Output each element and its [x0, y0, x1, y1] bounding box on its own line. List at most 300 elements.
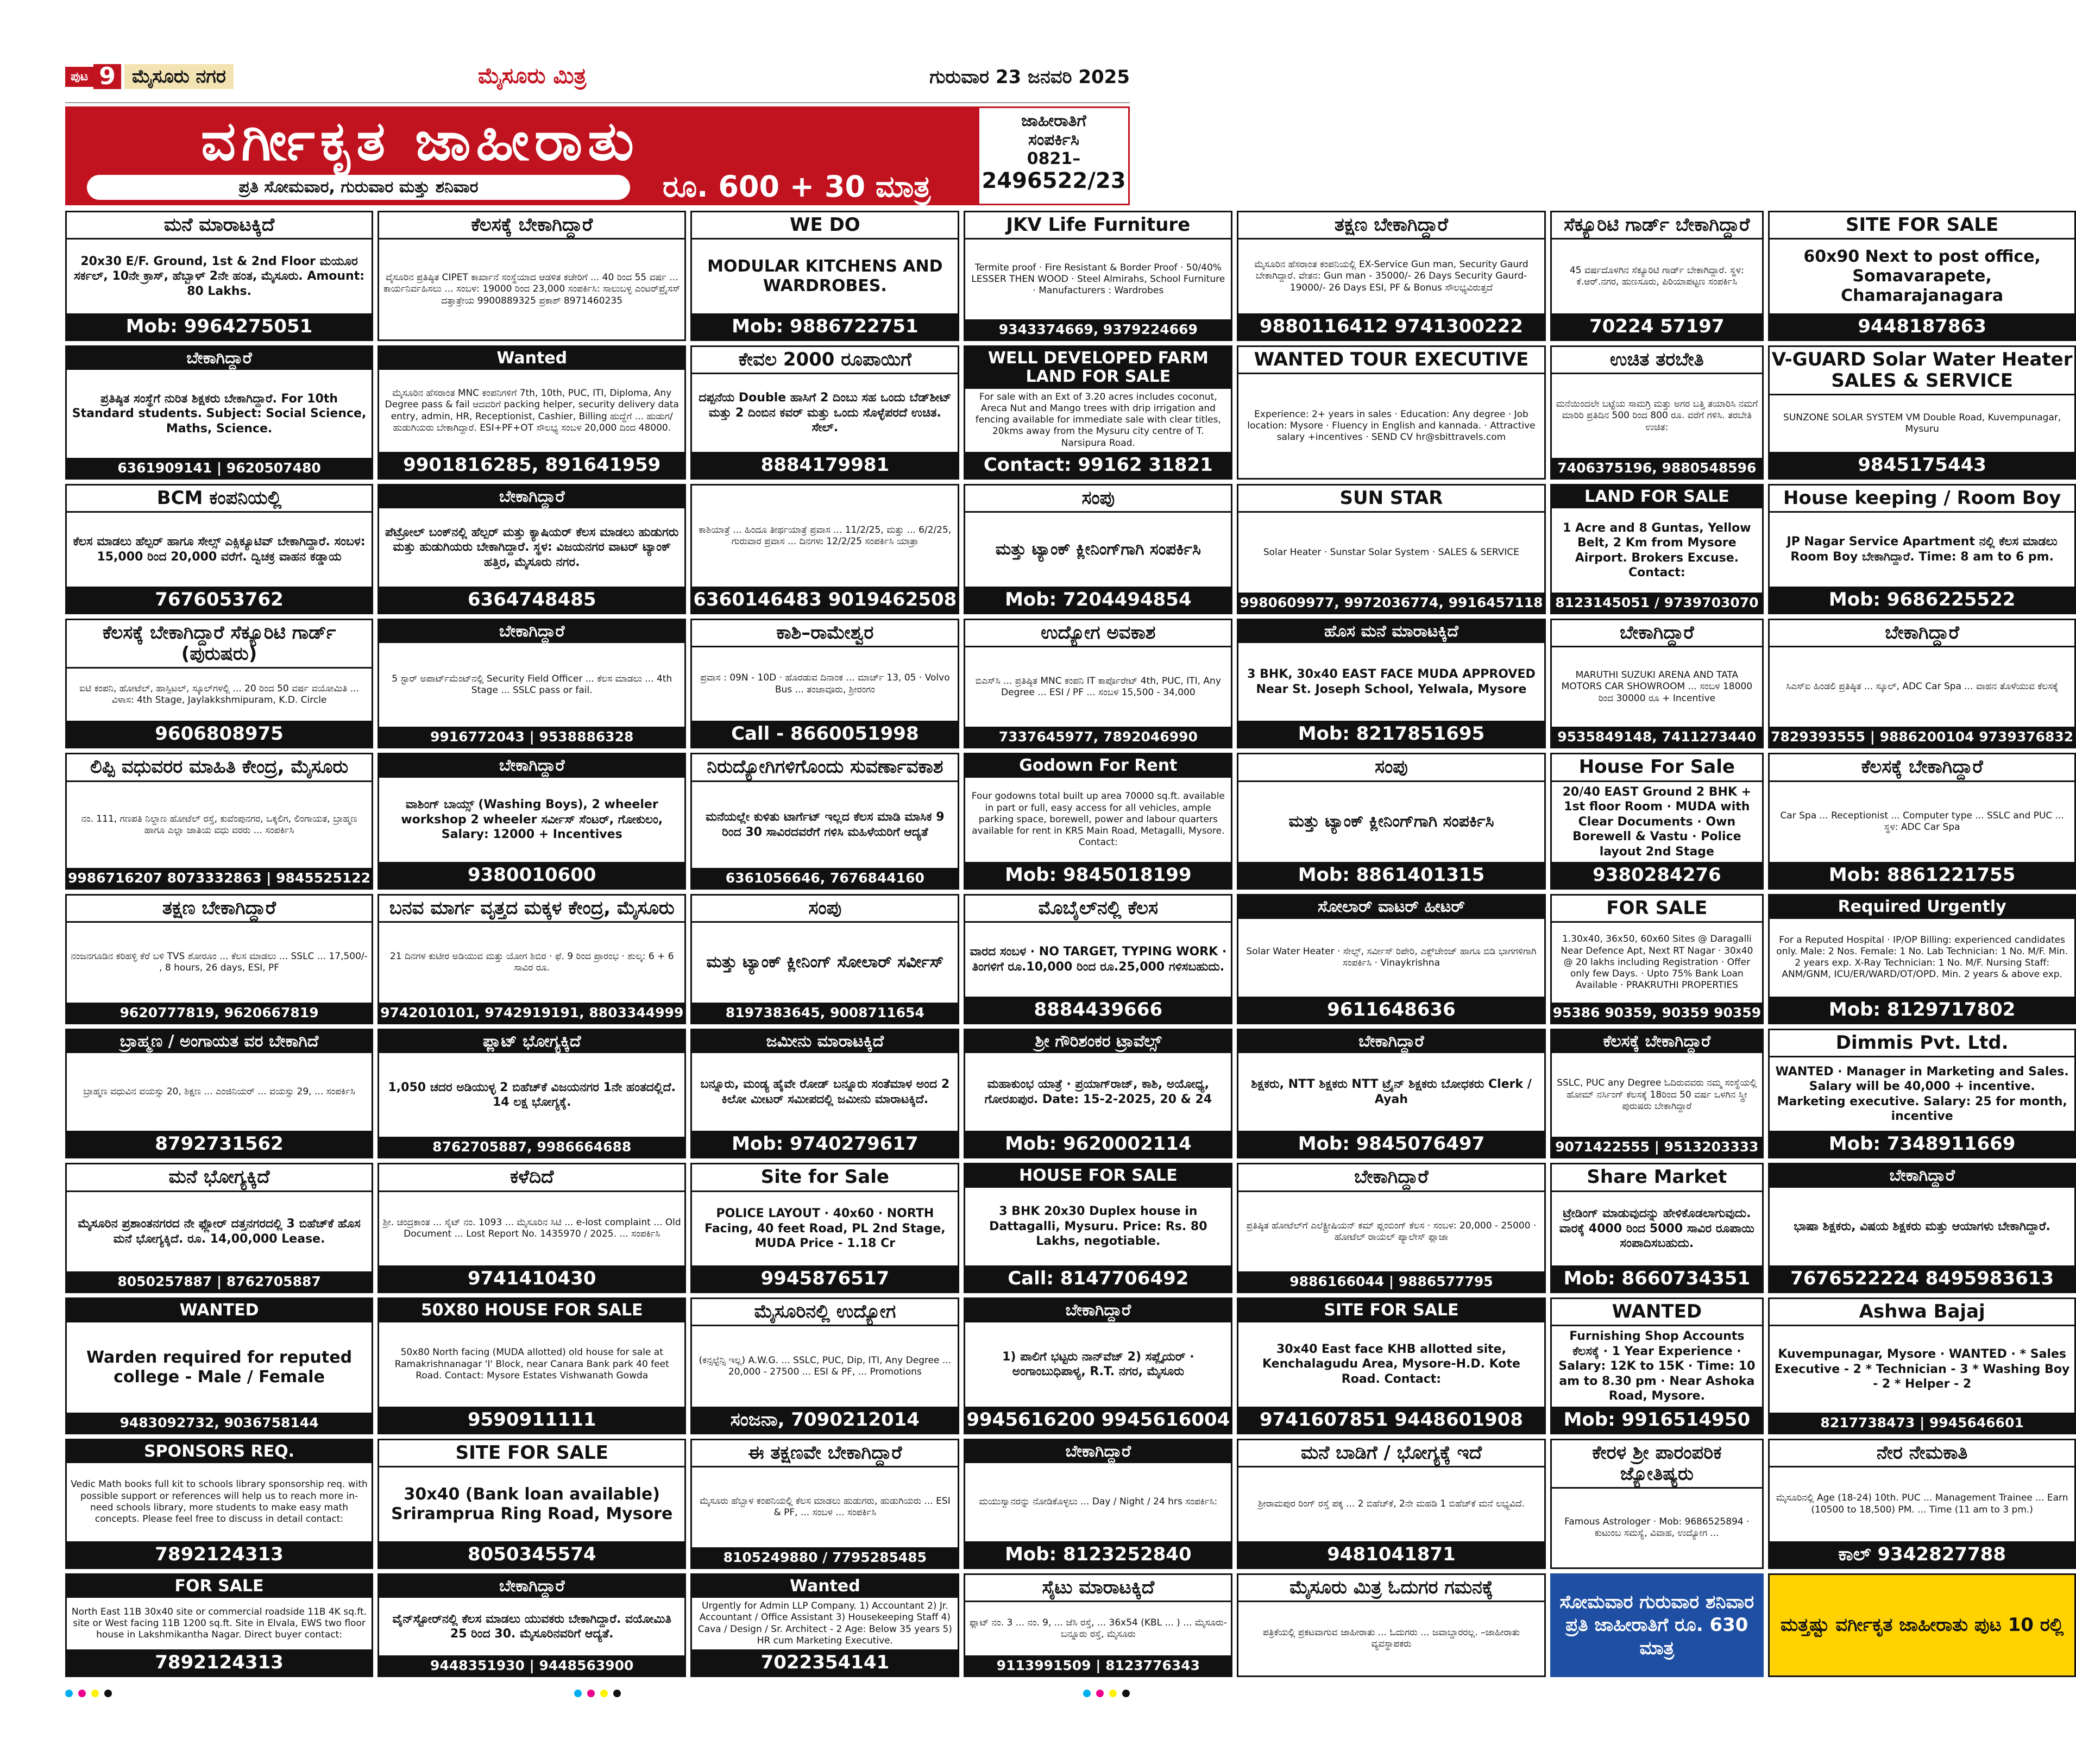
newspaper-page	[65, 60, 2074, 1711]
ad-phone: 9611648636	[1238, 997, 1544, 1023]
ad-body: SUNZONE SOLAR SYSTEM VM Double Road, Kuvempunagar, Mysuru	[1783, 412, 2061, 434]
ad-body: 30x40 (Bank loan available) Sriramprua Ring Road, Mysore	[391, 1484, 673, 1523]
page-footer	[65, 1683, 1130, 1704]
ad-heading: ಬೇಕಾಗಿದ್ದಾರೆ	[379, 1575, 684, 1598]
ad-body: ಶ್ರೀರಾಮಪುರ ರಿಂಗ್ ರಸ್ತೆ ಪಕ್ಕ ... 2 ಬಿಹೆಚ್‌ಕೆ, 2ನೇ ಮಹಡಿ 1 ಬಿಹೆಚ್‌ಕೆ ಮನೆ ಲಭ್ಯವಿದೆ.	[1257, 1498, 1525, 1510]
classified-ad	[964, 1163, 1232, 1293]
ad-heading: ಕೆಲಸಕ್ಕೆ ಬೇಕಾಗಿದ್ದಾರೆ	[379, 212, 684, 240]
ad-body: For sale with an Ext of 3.20 acres includes coconut, Areca Nut and Mango trees with drip irrigation and fencing available for immediate sale with clear titles, 20kms away from the Mysuru city centre of T. Narsipura Road.	[975, 391, 1221, 449]
ad-phone: Mob: 9845076497	[1238, 1131, 1544, 1157]
classified-ad	[1768, 1573, 2076, 1678]
classified-ad	[65, 1297, 373, 1434]
classified-ad	[1768, 894, 2076, 1024]
ad-body: ಮೈಸೂರು ಹೆಬ್ಬಾಳ ಕಂಪನಿಯಲ್ಲಿ ಕೆಲಸ ಮಾಡಲು ಹುಡುಗರು, ಹುಡುಗಿಯರು ... ESI & PF, ... ಸಂಬಳ ... ಸಂಪರ್ಕಿಸಿ	[700, 1495, 951, 1519]
classified-ad	[690, 1297, 959, 1434]
ad-phone: 7676053762	[67, 587, 372, 613]
ad-body: ವಾರದ ಸಂಬಳ · NO TARGET, TYPING WORK · ತಿಂಗಳಿಗೆ ರೂ.10,000 ರಿಂದ ರೂ.25,000 ಗಳಿಸಬಹುದು.	[970, 945, 1227, 974]
classified-ad	[378, 1297, 686, 1434]
classified-ad	[65, 894, 373, 1024]
ad-phone: 9590911111	[379, 1407, 684, 1433]
ad-body: Experience: 2+ years in sales · Education: Any degree · Job location: Mysore · Fluency in English and kannada. · Attractive salary +incentives · SEND CV hr@sbittravels.com	[1247, 408, 1536, 443]
classifieds-banner	[65, 106, 1130, 205]
classified-ad	[65, 1029, 373, 1159]
classified-ad	[1237, 484, 1545, 614]
ad-heading: ತಕ್ಷಣ ಬೇಕಾಗಿದ್ದಾರೆ	[1238, 212, 1544, 240]
ad-body: Furnishing Shop Accounts ಕೆಲಸಕ್ಕೆ · 1 Year Experience · Salary: 12K to 15K · Time: 10 am to 8.30 pm · Near Ashoka Road, Mysore.	[1558, 1330, 1756, 1403]
ad-phone: Mob: 8123252840	[965, 1541, 1231, 1567]
ad-heading: ಫ್ಲಾಟ್ ಭೋಗ್ಯಕ್ಕಿದೆ	[379, 1030, 684, 1054]
ad-body: For a Reputed Hospital · IP/OP Billing: experienced candidates only. Male: 2 Nos. Female: 1 No. Lab Technician: 1 No. M/F. Min. 2 years exp. X-Ray Technician: 1 No. M/F. Nursing Staff: ANM/GNM, ICU/ER/WARD/OT/OPD. Min. 2 years & above exp.	[1776, 934, 2068, 980]
ad-heading: Ashwa Bajaj	[1770, 1299, 2074, 1326]
ad-body: 3 BHK 20x30 Duplex house in Dattagalli, Mysuru. Price: Rs. 80 Lakhs, negotiable.	[989, 1205, 1207, 1249]
ad-heading: ಸೋಲಾರ್ ವಾಟರ್ ಹೀಟರ್	[1238, 896, 1544, 919]
ad-phone: 9845175443	[1770, 452, 2074, 478]
ad-heading: ಬೇಕಾಗಿದ್ದಾರೆ	[965, 1299, 1231, 1322]
classified-ad	[964, 894, 1232, 1024]
classified-ad	[964, 1029, 1232, 1159]
classified-ad	[65, 211, 373, 341]
ad-body: ಬನ್ನೂರು, ಮಂಡ್ಯ ಹೈವೇ ರೋಡ್ ಬನ್ನೂರು ಸಂತೆಮಾಳ ಅಂದ 2 ಕಿಲೋ ಮೀಟರ್ ಸಮೀಪದಲ್ಲಿ ಜಮೀನು ಮಾರಾಟಕ್ಕಿದೆ.	[700, 1078, 950, 1106]
ad-heading: 50X80 HOUSE FOR SALE	[379, 1299, 684, 1322]
classified-ad	[65, 619, 373, 749]
ad-body: ಮೈಸೂರಿನ ಹೆಸರಾಂತ MNC ಕಂಪನಿಗಳಿಗೆ 7th, 10th, PUC, ITI, Diploma, Any Degree pass & fail ಆದವರಿಗೆ packing helper, security delivery data entry, admin, HR, Receptionist, Cashier, Billing ಹುದ್ದೆಗೆ ... ಹುಡುಗ/ಹುಡುಗಿಯರು ಬೇಕಾಗಿದ್ದಾರೆ. ESI+PF+OT ಸೌಲಭ್ಯ ಸಂಬಳ 20,000 ದಿಂದ 48000.	[385, 388, 679, 433]
ad-body: ಫ್ಲಾಟ್ ನಂ. 3 ... ನಂ. 9, ... ಜೆಸಿ ರಸ್ತೆ, ... 36x54 (KBL ... ) ... ಮೈಸೂರು-ಬನ್ನೂರು ರಸ್ತೆ, ಮೈಸೂರು	[969, 1617, 1227, 1640]
classified-ad	[1550, 1573, 1764, 1678]
ad-body: 21 ದಿನಗಳ ಕುಟೀರ ಅಡಿಯುವ ಮತ್ತು ಯೋಗ ಶಿಬಿರ · ಫೆ. 9 ರಿಂದ ಪ್ರಾರಂಭ · ಶುಲ್ಕ: 6 + 6 ಸಾವಿರ ರೂ.	[389, 951, 674, 974]
classified-ad	[65, 484, 373, 614]
classified-ad	[1237, 211, 1545, 341]
ad-heading: ಉಚಿತ ತರಬೇತಿ	[1552, 347, 1763, 374]
ad-phone: 9535849148, 7411273440	[1552, 727, 1763, 747]
ad-body: ವಾಶಿಂಗ್ ಬಾಯ್ಸ್ (Washing Boys), 2 wheeler workshop 2 wheeler ಸರ್ವೀಸ್ ಸೆಂಟರ್, ಗೋಕುಲಂ, Salary: 12000 + Incentives	[401, 798, 663, 842]
ad-phone: 6361909141 | 9620507480	[67, 458, 372, 478]
ad-body: ಶ್ರೀ. ಚಂದ್ರಕಾಂತ ... ಸೈಟ್ ನಂ. 1093 ... ಮೈಸೂರಿನ ಸಿಟಿ ... e-lost complaint ... Old Document ... Lost Report No. 1435970 / 2025. ... ಸಂಪರ್ಕಿಸಿ	[382, 1217, 681, 1240]
ad-heading: WANTED	[1552, 1299, 1763, 1326]
classified-ad	[1237, 1573, 1545, 1678]
ad-heading: Wanted	[379, 347, 684, 370]
classified-ad	[65, 345, 373, 480]
ad-heading: ಬ್ರಾಹ್ಮಣ / ಅಂಗಾಯತ ವರ ಬೇಕಾಗಿದೆ	[67, 1030, 372, 1054]
classified-ad	[65, 753, 373, 890]
ad-body: ಮೈಸೂರಿನ ಪ್ರಶಾಂತನಗರದ ನೇ ಫ್ಲೋರ್ ದತ್ತನಗರದಲ್ಲಿ 3 ಬಿಹೆಚ್‌ಕೆ ಹೊಸ ಮನೆ ಭೋಗ್ಯಕ್ಕಿದೆ. ರೂ. 14,00,000 Lease.	[78, 1217, 361, 1246]
classified-ad	[1237, 619, 1545, 749]
section-name: ಮೈಸೂರು ನಗರ	[124, 64, 234, 89]
classified-ad	[1237, 1163, 1545, 1293]
ad-body: ಮೈಸೂರಿನ ಹೆಸರಾಂತ ಕಂಪನಿಯಲ್ಲಿ EX-Service Gun man, Security Gaurd ಬೇಕಾಗಿದ್ದಾರೆ. ವೇತನ: Gun man - 35000/- 26 Days Security Gaurd-19000/- 26 Days ESI, PF & Bonus ಸೌಲಭ್ಯವಿರುತ್ತದೆ	[1254, 259, 1528, 293]
ad-heading: ಸಂಪು	[692, 896, 958, 923]
ad-heading: FOR SALE	[1552, 896, 1763, 923]
ad-heading: ಬೇಕಾಗಿದ್ದಾರೆ	[379, 486, 684, 509]
ad-heading: WANTED TOUR EXECUTIVE	[1238, 347, 1544, 374]
ad-phone: 8050345574	[379, 1541, 684, 1567]
ad-heading: ಸಂಪು	[965, 486, 1231, 513]
ad-body: ಮತ್ತಷ್ಟು ವರ್ಗೀಕೃತ ಜಾಹೀರಾತು ಪುಟ 10 ರಲ್ಲಿ	[1780, 1614, 2064, 1636]
ad-phone: 9113991509 | 8123776343	[965, 1655, 1231, 1675]
ad-phone: 8123145051 / 9739703070	[1552, 593, 1763, 613]
classified-ad	[1237, 1297, 1545, 1434]
ad-phone: 95386 90359, 90359 90359	[1552, 1003, 1763, 1023]
ad-body: Warden required for reputed college - Male / Female	[86, 1347, 353, 1387]
ad-body: MODULAR KITCHENS AND WARDROBES.	[707, 256, 943, 295]
ad-phone: 7829393555 | 9886200104 9739376832	[1770, 727, 2074, 747]
ad-body: ಪತ್ರಿಕೆಯಲ್ಲಿ ಪ್ರಕಟವಾಗುವ ಜಾಹೀರಾತು ... ಓದುಗರು ... ಜವಾಬ್ದಾರರಲ್ಲ. –ಜಾಹೀರಾತು ವ್ಯವಸ್ಥಾಪಕರು	[1262, 1627, 1520, 1650]
classified-ad	[690, 894, 959, 1024]
classified-ad	[1550, 753, 1764, 890]
contact-phone: 2496522/23	[982, 168, 1126, 193]
ad-body: ಮೈಸೂರಿನಲ್ಲಿ Age (18-24) 10th. PUC ... Management Trainee ... Earn (10500 to 18,500) PM. ... Time (11 am to 3 pm.)	[1776, 1492, 2068, 1515]
ad-heading: WE DO	[692, 212, 958, 240]
classified-ad	[690, 1439, 959, 1569]
ad-phone: 9945876517	[692, 1265, 958, 1292]
ad-body: ಮತ್ತು ಟ್ಯಾಂಕ್ ಕ್ಲೀನಿಂಗ್‌ಗಾಗಿ ಸಂಪರ್ಕಿಸಿ	[995, 539, 1201, 559]
ad-heading: SITE FOR SALE	[379, 1440, 684, 1467]
ad-phone: 7676522224 8495983613	[1770, 1265, 2074, 1292]
classified-ad	[1237, 1439, 1545, 1569]
ad-phone: 8050257887 | 8762705887	[67, 1271, 372, 1292]
ad-body: 5 ಸ್ಟಾರ್ ಅಪಾರ್ಟ್‌ಮೆಂಟ್‌ನಲ್ಲಿ Security Field Officer ... ಕೆಲಸ ಮಾಡಲು ... 4th Stage ... SSLC pass or fail.	[392, 673, 672, 696]
ad-heading: ಬೇಕಾಗಿದ್ದಾರೆ	[379, 620, 684, 644]
ad-body: ಪ್ರತಿಷ್ಠಿತ ಹೋಟೆಲ್‌ಗೆ ಎಲೆಕ್ಟ್ರೀಷಿಯನ್ ಕಮ್ ಪ್ಲಂಬಿಂಗ್ ಕೆಲಸ · ಸಂಬಳ: 20,000 - 25000 · ಹೋಟೆಲ್ ರಾಯಲ್ ಪ್ಯಾಲೇಸ್ ಪ್ಲಾಜಾ	[1246, 1220, 1537, 1243]
ad-body: ಪ್ರವಾಸ : 09N - 10D · ಹೊರಡುವ ದಿನಾಂಕ ... ಮಾರ್ಚ್ 13, 05 · Volvo Bus ... ತಂಜಾವೂರು, ಶ್ರೀರಂಗಂ	[700, 672, 950, 695]
ad-heading: Wanted	[692, 1575, 958, 1598]
ad-phone: 8197383645, 9008711654	[692, 1003, 958, 1023]
ad-body: ಭಾಷಾ ಶಿಕ್ಷಕರು, ವಿಷಯ ಶಿಕ್ಷಕರು ಮತ್ತು ಆಯಾಗಳು ಬೇಕಾಗಿದ್ದಾರೆ.	[1794, 1219, 2050, 1233]
ad-body: Termite proof · Fire Resistant & Border Proof · 50/40% LESSER THEN WOOD · Steel Almirahs, School Furniture · Manufacturers : Wardrobes	[971, 262, 1225, 297]
classified-ad	[690, 484, 959, 614]
ad-body: 1 Acre and 8 Guntas, Yellow Belt, 2 Km from Mysore Airport. Brokers Excuse. Contact:	[1563, 521, 1751, 580]
ad-heading: ಸೈಟು ಮಾರಾಟಕ್ಕಿದೆ	[965, 1575, 1231, 1602]
ad-heading: SITE FOR SALE	[1770, 212, 2074, 240]
classified-ad	[964, 753, 1232, 890]
classified-ad	[690, 1029, 959, 1159]
ad-body: ಮನೆಯಲ್ಲೇ ಕುಳಿತು ಟಾರ್ಗೆಟ್ ಇಲ್ಲದ ಕೆಲಸ ಮಾಡಿ ಮಾಸಿಕ 9 ರಿಂದ 30 ಸಾವಿರದವರೆಗೆ ಗಳಿಸಿ ಮಹಿಳೆಯರಿಗೆ ಆದ್ಯತೆ	[706, 810, 945, 839]
ad-phone: 8762705887, 9986664688	[379, 1137, 684, 1157]
ad-phone: 9880116412 9741300222	[1238, 313, 1544, 339]
ad-body: 20/40 EAST Ground 2 BHK + 1st floor Room · MUDA with Clear Documents · Own Borewell & Vastu · Police layout 2nd Stage	[1562, 785, 1752, 859]
classified-ad	[1768, 1163, 2076, 1293]
ad-heading: ಶ್ರೀ ಗೌರಿಶಂಕರ ಟ್ರಾವೆಲ್ಸ್	[965, 1030, 1231, 1054]
ad-body: Four godowns total built up area 70000 sq.ft. available in part or full, easy access for all vehicles, ample parking space, borewell, power and labour quarters available for rent in KRS Main Road, Metagalli, Mysore. Contact:	[971, 791, 1225, 848]
ad-heading: House keeping / Room Boy	[1770, 486, 2074, 513]
classified-ad	[690, 619, 959, 749]
classified-ad	[378, 1573, 686, 1678]
ad-heading: ಉದ್ಯೋಗ ಅವಕಾಶ	[965, 620, 1231, 647]
ad-phone: 9620777819, 9620667819	[67, 1003, 372, 1023]
ad-phone: Mob: 9886722751	[692, 313, 958, 339]
ad-phone: ಕಾಲ್ 9342827788	[1770, 1541, 2074, 1567]
ad-heading: ಬೇಕಾಗಿದ್ದಾರೆ	[965, 1440, 1231, 1464]
ad-heading: SITE FOR SALE	[1238, 1299, 1544, 1322]
classified-ad	[690, 753, 959, 890]
ad-phone: 6361056646, 7676844160	[692, 868, 958, 888]
ad-phone: 9741410430	[379, 1265, 684, 1292]
classified-ad	[964, 1573, 1232, 1678]
ad-body: Solar Heater · Sunstar Solar System · SALES & SERVICE	[1263, 546, 1520, 558]
ad-heading: ಬೇಕಾಗಿದ್ದಾರೆ	[1770, 1164, 2074, 1188]
classified-ad	[65, 1573, 373, 1678]
ad-phone: 9742010101, 9742919191, 8803344999	[379, 1003, 684, 1023]
ad-phone: Mob: 9916514950	[1552, 1407, 1763, 1433]
ad-heading: BCM ಕಂಪನಿಯಲ್ಲಿ	[67, 486, 372, 513]
ad-body: North East 11B 30x40 site or commercial roadside 11B 4K sq.ft. site or West facing 11B 1200 sq.ft. Site in Elvala, EWS two floor house in Lakshmikantha Nagar. Direct buyer contact:	[71, 1606, 367, 1641]
ad-phone: Mob: 8861221755	[1770, 862, 2074, 888]
classified-ad	[378, 484, 686, 614]
ad-heading: FOR SALE	[67, 1575, 372, 1598]
ad-phone: 9380010600	[379, 862, 684, 888]
contact-box	[978, 106, 1130, 205]
page-label: ಪುಟ	[65, 67, 93, 87]
masthead-logo: ಮೈಸೂರು ಮಿತ್ರ	[478, 63, 587, 89]
ad-phone: 7022354141	[692, 1649, 958, 1675]
ad-heading: Site for Sale	[692, 1164, 958, 1192]
classified-ad	[1237, 345, 1545, 480]
ad-body: POLICE LAYOUT · 40x60 · NORTH Facing, 40 feet Road, PL 2nd Stage, MUDA Price - 1.18 Cr	[704, 1207, 946, 1251]
classified-ad	[964, 211, 1232, 341]
ad-phone: 9945616200 9945616004	[965, 1407, 1231, 1433]
ad-phone: 7337645977, 7892046990	[965, 727, 1231, 747]
ad-heading: V-GUARD Solar Water Heater SALES & SERVICE	[1770, 347, 2074, 395]
ad-body: ಮತ್ತು ಟ್ಯಾಂಕ್ ಕ್ಲೀನಿಂಗ್ ಸೋಲಾರ್ ಸರ್ವೀಸ್	[706, 953, 944, 972]
ad-body: ದಪ್ಪನೆಯ Double ಹಾಸಿಗೆ 2 ದಿಂಬು ಸಹ ಒಂದು ಬೆಡ್‌ಶೀಟ್ ಮತ್ತು 2 ದಿಂಬಿನ ಕವರ್ ಮತ್ತು ಒಂದು ಸೊಳ್ಳೆಪರದೆ ಉಚಿತ. ಸೇಲ್.	[699, 391, 952, 435]
classified-ad	[1550, 211, 1764, 341]
ad-heading: ಮೈಸೂರಿನಲ್ಲಿ ಉದ್ಯೋಗ	[692, 1299, 958, 1326]
ad-phone: Mob: 9740279617	[692, 1131, 958, 1157]
color-registration-marks	[65, 1690, 112, 1697]
classified-ad	[964, 1297, 1232, 1434]
ad-body: SSLC, PUC any Degree ಓದಿರುವವರು ನಮ್ಮ ಸಂಸ್ಥೆಯಲ್ಲಿ ಹೋಮ್ ನರ್ಸಿಂಗ್ ಕೆಲಸಕ್ಕೆ 18ರಿಂದ 50 ವರ್ಷ ಒಳಗಿನ ಸ್ತ್ರೀ ಪುರುಷರು ಬೇಕಾಗಿದ್ದಾರೆ	[1557, 1078, 1757, 1112]
ad-body: ನಂಜನಗೂಡಿನ ಕರಿಹಳ್ಳಿ ಕೆರೆ ಬಳಿ TVS ಶೋರೂಂ ... ಕೆಲಸ ಮಾಡಲು ... SSLC ... 17,500/- , 8 hours, 26 days, ESI, PF	[71, 951, 368, 974]
ad-body: ಕೆಲಸ ಮಾಡಲು ಹೆಲ್ಪರ್ ಹಾಗೂ ಸೇಲ್ಸ್ ಎಕ್ಸಿಕ್ಯೂಟಿವ್ ಬೇಕಾಗಿದ್ದಾರೆ. ಸಂಬಳ: 15,000 ರಿಂದ 20,000 ವರೆಗೆ. ದ್ವಿಚಕ್ರ ವಾಹನ ಕಡ್ಡಾಯ	[73, 535, 366, 564]
ad-body: ಪ್ರತಿಷ್ಠಿತ ಸಂಸ್ಥೆಗೆ ನುರಿತ ಶಿಕ್ಷಕರು ಬೇಕಾಗಿದ್ದಾರೆ. For 10th Standard students. Subject: Social Science, Maths, Science.	[72, 392, 367, 436]
classified-ad	[964, 619, 1232, 749]
page-header	[65, 60, 1130, 103]
ad-body: ಮನೆಯಿಂದಲೇ ಬಟ್ಟೆಯ ಸಾಮಗ್ರಿ ಮತ್ತು ಅಗರ ಬತ್ತಿ ತಯಾರಿಸಿ ನಮಗೆ ಮಾರಿರಿ ಪ್ರತಿದಿನ 500 ರಿಂದ 800 ರೂ. ವರೆಗೆ ಗಳಿಸಿ. ತರಬೇತಿ ಉಚಿತ:	[1556, 399, 1758, 433]
ad-heading: ಕೇರಳ ಶ್ರೀ ಪಾರಂಪರಿಕ ಜ್ಯೋತಿಷ್ಯರು	[1552, 1440, 1763, 1489]
ad-body: MARUTHI SUZUKI ARENA AND TATA MOTORS CAR SHOWROOM ... ಸಂಬಳ 18000 ರಿಂದ 30000 ರೂ + Incentive	[1561, 670, 1753, 704]
ad-heading: Required Urgently	[1770, 896, 2074, 919]
ad-body: 20x30 E/F. Ground, 1st & 2nd Floor ಮಯೂರ ಸರ್ಕಲ್, 10ನೇ ಕ್ರಾಸ್, ಹೆಬ್ಬಾಳ್ 2ನೇ ಹಂತ, ಮೈಸೂರು. Amount: 80 Lakhs.	[74, 254, 365, 298]
ad-body: ವೈನ್‌ಸ್ಟೋರ್‌ನಲ್ಲಿ ಕೆಲಸ ಮಾಡಲು ಯುವಕರು ಬೇಕಾಗಿದ್ದಾರೆ. ವಯೋಮಿತಿ 25 ರಿಂದ 30. ಮೈಸೂರಿನವರಿಗೆ ಆದ್ಯತೆ.	[392, 1612, 671, 1641]
ad-body: Urgently for Admin LLP Company. 1) Accountant 2) Jr. Accountant / Office Assistant 3) Housekeeping Staff 4) Cava / Design / Sr. Architect - 2 Age: Below 35 years 5) HR cum Marketing Executive.	[697, 1601, 952, 1646]
ad-body: Vedic Math books full kit to schools library sponsorship req. with possible support or references will help us to reach more in-need schools library, more students to make easy math concepts. Please feel free to discuss in detail contact:	[71, 1479, 368, 1525]
ad-phone: 9916772043 | 9538886328	[379, 727, 684, 747]
ad-body: WANTED · Manager in Marketing and Sales. Salary will be 40,000 + incentive. Marketing executive. Salary: 25 for month, incentive	[1775, 1064, 2069, 1124]
ad-heading: Dimmis Pvt. Ltd.	[1770, 1030, 2074, 1057]
contact-line: ಜಾಹೀರಾತಿಗೆ	[1021, 111, 1086, 130]
classified-ad	[65, 1439, 373, 1569]
ad-body: Solar Water Heater · ಸೇಲ್ಸ್, ಸರ್ವೀಸ್ ರಿಪೇರಿ, ಎಕ್ಸ್‌ಚೇಂಜ್ ಹಾಗೂ ಬಿಡಿ ಭಾಗಗಳಿಗಾಗಿ ಸಂಪರ್ಕಿಸಿ · Vinaykrishna	[1246, 946, 1537, 969]
ad-heading: House For Sale	[1552, 754, 1763, 782]
classified-ad	[1768, 1439, 2076, 1569]
classified-ad	[378, 894, 686, 1024]
ad-phone: Mob: 8660734351	[1552, 1265, 1763, 1292]
ad-body: ಮಯುಸ್ವಾನರನ್ನು ನೋಡಿಕೊಳ್ಳಲು ... Day / Night / 24 hrs ಸಂಪರ್ಕಿಸಿ:	[979, 1496, 1218, 1508]
ad-phone: ಸಂಜನಾ, 7090212014	[692, 1407, 958, 1433]
ads-grid	[65, 211, 2074, 1677]
contact-line: ಸಂಪರ್ಕಿಸಿ	[1028, 130, 1079, 149]
classified-ad	[1550, 1439, 1764, 1569]
classified-ad	[378, 211, 686, 341]
ad-heading: ಬನವ ಮಾರ್ಗ ವೃತ್ತದ ಮಕ್ಕಳ ಕೇಂದ್ರ, ಮೈಸೂರು	[379, 896, 684, 923]
ad-phone: 9606808975	[67, 721, 372, 747]
ad-body: 3 BHK, 30x40 EAST FACE MUDA APPROVED Near St. Joseph School, Yelwala, Mysore	[1247, 667, 1536, 696]
classified-ad	[378, 1163, 686, 1293]
ad-phone: 8217738473 | 9945646601	[1770, 1413, 2074, 1433]
ad-heading: ಈ ತಕ್ಷಣವೇ ಬೇಕಾಗಿದ್ದಾರೆ	[692, 1440, 958, 1467]
ad-heading: ಸಂಪು	[1238, 754, 1544, 782]
classified-ad	[964, 484, 1232, 614]
ad-phone: 9901816285, 891641959	[379, 452, 684, 478]
ad-body: ವೈಸೂರಿನ ಪ್ರತಿಷ್ಠಿತ CIPET ಕಾರ್ಖಾನೆ ಸಂಸ್ಥೆಯಾದ ಆಡಳಿತ ಕಚೇರಿಗೆ ... 40 ರಿಂದ 55 ವರ್ಷ ... ಕಾರ್ಯನಿರ್ವಹಿಸಲು ... ಸಂಬಳ: 19000 ರಿಂದ 23,000 ಸಂಪರ್ಕಿಸಿ: ಸಾಲುಬಳ್ಳ ಎಂಟರ್‌ಪ್ರೈಸಸ್ ದತ್ತಾತ್ರೇಯ 9900889325 ಪ್ರಕಾಶ್ 8971460235	[383, 272, 681, 306]
banner-subtitle: ಪ್ರತಿ ಸೋಮವಾರ, ಗುರುವಾರ ಮತ್ತು ಶನಿವಾರ	[87, 175, 630, 200]
classified-ad	[378, 345, 686, 480]
color-registration-marks	[1083, 1690, 1130, 1697]
classified-ad	[1768, 484, 2076, 614]
ad-heading: SPONSORS REQ.	[67, 1440, 372, 1464]
ad-phone: 7406375196, 9880548596	[1552, 458, 1763, 478]
ad-body: 45 ವರ್ಷದೊಳಗಿನ ಸೆಕ್ಯೂರಿಟಿ ಗಾರ್ಡ್ ಬೇಕಾಗಿದ್ದಾರೆ. ಸ್ಥಳ: ಕೆ.ಆರ್.ನಗರ, ಹುಣಸೂರು, ಪಿರಿಯಾಪಟ್ಟಣ ಸಂಪರ್ಕಿಸಿ	[1569, 264, 1744, 287]
ad-phone: 9741607851 9448601908	[1238, 1407, 1544, 1433]
ad-phone: 8792731562	[67, 1131, 372, 1157]
classified-ad	[1550, 484, 1764, 614]
ad-body: 60x90 Next to post office, Somavarapete, Chamarajanagara	[1803, 247, 2041, 305]
classified-ad	[1768, 1029, 2076, 1159]
ad-body: Car Spa ... Receptionist ... Computer type ... SSLC and PUC ... ಸ್ಥಳ: ADC Car Spa	[1780, 810, 2064, 833]
classified-ad	[1768, 619, 2076, 749]
classified-ad	[378, 1439, 686, 1569]
ad-heading: ಮೊಬೈಲ್‌ನಲ್ಲಿ ಕೆಲಸ	[965, 896, 1231, 923]
ad-phone: 8105249880 / 7795285485	[692, 1547, 958, 1567]
ad-body: ಮತ್ತು ಟ್ಯಾಂಕ್ ಕ್ಲೀನಿಂಗ್‌ಗಾಗಿ ಸಂಪರ್ಕಿಸಿ	[1288, 812, 1494, 831]
ad-heading: ಕೆಲಸಕ್ಕೆ ಬೇಕಾಗಿದ್ದಾರೆ	[1770, 754, 2074, 782]
ad-heading: ಲಿಪ್ಪಿ ವಧುವರರ ಮಾಹಿತಿ ಕೇಂದ್ರ, ಮೈಸೂರು	[67, 754, 372, 782]
ad-phone: 7892124313	[67, 1541, 372, 1567]
ad-body: JP Nagar Service Apartment ನಲ್ಲಿ ಕೆಲಸ ಮಾಡಲು Room Boy ಬೇಕಾಗಿದ್ದಾರೆ. Time: 8 am to 6 pm.	[1786, 535, 2058, 564]
ad-heading: ಕೇವಲ 2000 ರೂಪಾಯಿಗೆ	[692, 347, 958, 374]
classified-ad	[964, 1439, 1232, 1569]
classified-ad	[690, 1163, 959, 1293]
ad-heading: ಬೇಕಾಗಿದ್ದಾರೆ	[67, 347, 372, 370]
classified-ad	[964, 345, 1232, 480]
page-number: 9	[93, 64, 121, 89]
ad-body: ಮಹಾಕುಂಭ ಯಾತ್ರೆ · ಪ್ರಯಾಗ್‌ರಾಜ್, ಕಾಶಿ, ಅಯೋಧ್ಯ, ಗೋರಖಪುರ. Date: 15-2-2025, 20 & 24	[984, 1078, 1212, 1106]
classified-ad	[378, 753, 686, 890]
ad-phone: Contact: 99162 31821	[965, 452, 1231, 478]
ad-heading: ತಕ್ಷಣ ಬೇಕಾಗಿದ್ದಾರೆ	[67, 896, 372, 923]
ad-body: ಬಿಎಸ್‌ಸಿ ... ಪ್ರತಿಷ್ಠಿತ MNC ಕಂಪನಿ IT ಕಾರ್ಪೊರೇಟ್ 4th, PUC, ITI, Any Degree ... ESI / PF ... ಸಂಬಳ 15,500 - 34,000	[975, 675, 1221, 698]
ad-phone: Mob: 8217851695	[1238, 721, 1544, 747]
ad-phone: Mob: 7348911669	[1770, 1131, 2074, 1157]
ad-heading: ಹೊಸ ಮನೆ ಮಾರಾಟಕ್ಕಿದೆ	[1238, 620, 1544, 644]
classified-ad	[1768, 753, 2076, 890]
ad-heading: ಬೇಕಾಗಿದ್ದಾರೆ	[379, 754, 684, 778]
classified-ad	[1768, 211, 2076, 341]
ad-phone: 8884439666	[965, 997, 1231, 1023]
ad-heading: JKV Life Furniture	[965, 212, 1231, 240]
ad-phone: 6364748485	[379, 587, 684, 613]
ad-heading: Share Market	[1552, 1164, 1763, 1192]
ad-heading: ಮನೆ ಬಾಡಿಗೆ / ಭೋಗ್ಯಕ್ಕೆ ಇದೆ	[1238, 1440, 1544, 1467]
ad-phone: 6360146483 9019462508	[692, 587, 958, 613]
classified-ad	[1550, 1297, 1764, 1434]
ad-body: 1.30x40, 36x50, 60x60 Sites @ Daragalli Near Defence Apt, Next RT Nagar · 30x40 @ 20 lakhs including Registration · Offer only few Days. · Upto 75% Bank Loan Available · PRAKRUTHI PROPERTIES	[1561, 934, 1753, 991]
page-badge	[65, 64, 234, 89]
classified-ad	[378, 619, 686, 749]
ad-heading: WELL DEVELOPED FARM LAND FOR SALE	[965, 347, 1231, 389]
classified-ad	[1768, 1297, 2076, 1434]
ad-phone: 9483092732, 9036758144	[67, 1413, 372, 1433]
ad-phone: Call - 8660051998	[692, 721, 958, 747]
ad-phone: 8884179981	[692, 452, 958, 478]
classified-ad	[690, 1573, 959, 1678]
ad-phone: Call: 8147706492	[965, 1265, 1231, 1292]
ad-phone: Mob: 9620002114	[965, 1131, 1231, 1157]
ad-heading: ಕಳೆದಿದೆ	[379, 1164, 684, 1192]
ad-phone: Mob: 9845018199	[965, 862, 1231, 888]
ad-heading: ಜಮೀನು ಮಾರಾಟಕ್ಕಿದೆ	[692, 1030, 958, 1054]
contact-line: 0821–	[1027, 149, 1081, 168]
ad-body: ಟ್ರೇಡಿಂಗ್ ಮಾಡುವುದನ್ನು ಹೇಳಿಕೊಡಲಾಗುವುದು. ವಾರಕ್ಕೆ 4000 ರಿಂದ 5000 ಸಾವಿರ ರೂಪಾಯಿ ಸಂಪಾದಿಸಬಹುದು.	[1559, 1207, 1754, 1251]
ad-phone: Mob: 8129717802	[1770, 997, 2074, 1023]
classified-ad	[378, 1029, 686, 1159]
ad-body: ಪೆಟ್ರೋಲ್ ಬಂಕ್‌ನಲ್ಲಿ ಹೆಲ್ಪರ್ ಮತ್ತು ಕ್ಯಾಷಿಯರ್ ಕೆಲಸ ಮಾಡಲು ಹುಡುಗರು ಮತ್ತು ಹುಡುಗಿಯರು ಬೇಕಾಗಿದ್ದಾರೆ. ಸ್ಥಳ: ವಿಜಯನಗರ ವಾಟರ್ ಟ್ಯಾಂಕ್ ಹತ್ತಿರ, ಮೈಸೂರು ನಗರ.	[385, 525, 679, 569]
ad-body: ಐಟಿ ಕಂಪನಿ, ಹೋಟೆಲ್, ಹಾಸ್ಪಿಟಲ್, ಸ್ಕೂಲ್‌ಗಳಲ್ಲಿ ... 20 ರಿಂದ 50 ವರ್ಷ ವಯೋಮಿತಿ ... ವಿಳಾಸ: 4th Stage, Jaylakkshmipuram, K.D. Circle	[79, 683, 359, 706]
classified-ad	[65, 1163, 373, 1293]
ad-heading: ಕೆಲಸಕ್ಕೆ ಬೇಕಾಗಿದ್ದಾರೆ	[1552, 1030, 1763, 1054]
ad-phone: 9343374669, 9379224669	[965, 319, 1231, 339]
ad-heading: ಕೆಲಸಕ್ಕೆ ಬೇಕಾಗಿದ್ದಾರೆ ಸೆಕ್ಯೂರಿಟಿ ಗಾರ್ಡ್ (ಪುರುಷರು)	[67, 620, 372, 669]
classified-ad	[1550, 1029, 1764, 1159]
ad-phone: Mob: 8861401315	[1238, 862, 1544, 888]
banner-price: ರೂ. 600 + 30 ಮಾತ್ರ	[663, 169, 931, 204]
ad-heading: HOUSE FOR SALE	[965, 1164, 1231, 1188]
color-registration-marks	[574, 1690, 621, 1697]
ad-body: 1,050 ಚದರ ಅಡಿಯುಳ್ಳ 2 ಬಿಹೆಚ್‌ಕೆ ವಿಜಯನಗರ 1ನೇ ಹಂತದಲ್ಲಿದೆ. 14 ಲಕ್ಷ ಭೋಗ್ಯಕ್ಕೆ.	[388, 1080, 676, 1110]
ad-heading: LAND FOR SALE	[1552, 486, 1763, 509]
classified-ad	[690, 211, 959, 341]
ad-body: ಸಿಎಸ್‌ಐ ಹಿಂಡಲಿ ಪ್ರತಿಷ್ಠಿತ ... ಸ್ಕೂಲ್, ADC Car Spa ... ವಾಹನ ತೊಳೆಯುವ ಕೆಲಸಕ್ಕೆ	[1786, 681, 2059, 692]
ad-phone: 9886166044 | 9886577795	[1238, 1271, 1544, 1292]
ad-body: ಶಿಕ್ಷಕರು, NTT ಶಿಕ್ಷಕರು NTT ಟ್ರೈನ್ ಶಿಕ್ಷಕರು ಬೋಧಕರು Clerk / Ayah	[1251, 1078, 1532, 1106]
ad-heading: SUN STAR	[1238, 486, 1544, 513]
banner-title: ವರ್ಗೀಕೃತ ಜಾಹೀರಾತು	[201, 109, 640, 173]
classified-ad	[1550, 894, 1764, 1024]
ad-phone: 9481041871	[1238, 1541, 1544, 1567]
ad-body: 1) ಪಾಲಿಗೆ ಭಟ್ಟರು ನಾನ್‌ವೆಜ್ 2) ಸಪ್ಲೈಯರ್ · ಅಂಗಾಂಬುಧಿಪಾಳ್ಯ, R.T. ನಗರ, ಮೈಸೂರು	[1002, 1350, 1194, 1379]
ad-heading: ನೇರ ನೇಮಕಾತಿ	[1770, 1440, 2074, 1467]
ad-body: 30x40 East face KHB allotted site, Kenchalagudu Area, Mysore-H.D. Kote Road. Contact:	[1262, 1342, 1520, 1386]
ad-heading: ಕಾಶಿ–ರಾಮೇಶ್ವರ	[692, 620, 958, 647]
ad-heading: ಸೆಕ್ಯೂರಿಟಿ ಗಾರ್ಡ್ ಬೇಕಾಗಿದ್ದಾರೆ	[1552, 212, 1763, 240]
ad-body: ಬ್ರಾಹ್ಮಣ ವಧುವಿನ ವಯಸ್ಸು 20, ಶಿಕ್ಷಣ ... ಎಂಜಿನಿಯರ್ ... ವಯಸ್ಸು 29, ... ಸಂಪರ್ಕಿಸಿ	[83, 1086, 355, 1098]
ad-heading: ಬೇಕಾಗಿದ್ದಾರೆ	[1238, 1164, 1544, 1192]
ad-heading: ಮೈಸೂರು ಮಿತ್ರ ಓದುಗರ ಗಮನಕ್ಕೆ	[1238, 1575, 1544, 1602]
ad-body: ಸೋಮವಾರ ಗುರುವಾರ ಶನಿವಾರ ಪ್ರತಿ ಜಾಹೀರಾತಿಗೆ ರೂ. 630 ಮಾತ್ರ	[1559, 1591, 1754, 1659]
ad-heading: Godown For Rent	[965, 754, 1231, 778]
ad-body: ಕಾಶಿಯಾತ್ರೆ ... ಹಿಂದೂ ತೀರ್ಥಯಾತ್ರೆ ಪ್ರವಾಸ ... 11/2/25, ಮತ್ತು ... 6/2/25, ಗುರುವಾರ ಪ್ರವಾಸ ... ದಿನಗಳು 12/2/25 ಸಂಪರ್ಕಿಸಿ ಯಾತ್ರಾ	[699, 524, 952, 547]
classified-ad	[1237, 1029, 1545, 1159]
classified-ad	[1550, 345, 1764, 480]
ad-heading: ಮನೆ ಭೋಗ್ಯಕ್ಕಿದೆ	[67, 1164, 372, 1192]
classified-ad	[1550, 1163, 1764, 1293]
ad-phone: 9380284276	[1552, 862, 1763, 888]
ad-phone: 7892124313	[67, 1649, 372, 1675]
ad-heading: ನಿರುದ್ಯೋಗಿಗಳಿಗೊಂದು ಸುವರ್ಣಾವಕಾಶ	[692, 754, 958, 782]
ad-heading: ಬೇಕಾಗಿದ್ದಾರೆ	[1552, 620, 1763, 647]
ad-heading: ಮನೆ ಮಾರಾಟಕ್ಕಿದೆ	[67, 212, 372, 240]
classified-ad	[1237, 753, 1545, 890]
ad-body: Kuvempunagar, Mysore · WANTED · * Sales Executive - 2 * Technician - 3 * Washing Boy - 2 * Helper - 2	[1775, 1347, 2070, 1391]
